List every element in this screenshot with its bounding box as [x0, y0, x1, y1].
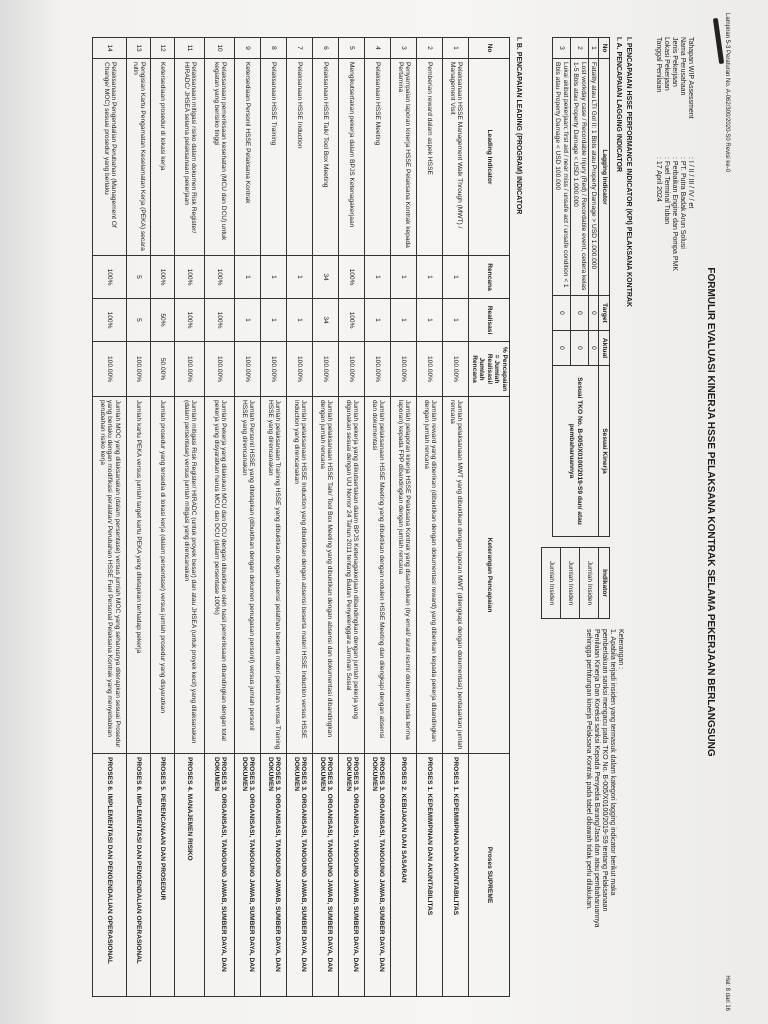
row-rencana: 1 — [443, 256, 469, 299]
section-b-heading: I. B. PENCAPAIAN LEADING (PROGRAM) INDICATOR — [515, 37, 522, 215]
row-no: 6 — [313, 38, 339, 59]
row-rencana: 1 — [417, 256, 443, 299]
row-indicator: Pelaksanaan Pengendalian Perubahan (Management Of Change/ MOC) sesuai prosedur yang berlaku — [93, 59, 127, 256]
row-pencapaian: 50.00% — [151, 342, 175, 397]
row-keterangan: Jumlah reward yang diberikan (dibuktikan dengan dokumentasi reward) yang diberikan kepada pekerja dibandingkan dengan jumlah rencana — [417, 397, 443, 754]
row-actual: 0 — [588, 331, 599, 366]
row-pencapaian: 100.00% — [339, 342, 365, 397]
col-no: No — [599, 38, 610, 59]
row-no: 14 — [93, 38, 127, 59]
meta-label: Lokasi Pekerjaan — [662, 37, 670, 91]
row-no: 3 — [552, 38, 570, 59]
meta-block — [654, 37, 694, 397]
table-row — [313, 38, 339, 997]
row-keterangan: Jumlah Pekerja yang dilakukan MCU dan DCU dengan dibuktikan oleh hasil pemeriksaan dibandingkan dengan total pekerja yang disyaratkan harus MCU dan DCU (dalam persentase 100%) — [205, 397, 235, 754]
row-pencapaian: 100.00% — [205, 342, 235, 397]
col-realisasi: Realisasi — [469, 299, 510, 342]
row-keterangan: Jumlah pelaksanaan Training HSSE yang dibuktikan dengan absensi pelatihan beserta materi pelatihan versus Training HSSE yang direncanakan — [261, 397, 287, 754]
meta-label: Tanggal Penilaian — [654, 37, 662, 93]
note-line: sehingga perhitungan kinerja Pelaksana Kontrak pada tabel dibawah tidak perlu dilakukan. — [584, 629, 592, 910]
row-rencana: 100% — [151, 256, 175, 299]
row-realisasi: 100% — [175, 299, 205, 342]
row-keterangan: Jumlah pelaksanaan HSSE Meeting yang dibuktikan dengan notulen HSSE Meeting dan dilengkapi dengan absensi dan dokumentasi — [365, 397, 391, 754]
meta-label: Jenis Pekerjaan — [670, 37, 678, 87]
note-line: 1. Apabila terjadi insiden yang termasuk dalam kategori lagging indicator berikut maka — [608, 629, 616, 896]
row-no: 2 — [570, 38, 588, 59]
row-no: 2 — [417, 38, 443, 59]
row-proses: PROSES 6. IMPLEMENTASI DAN PENGENDALIAN OPERASIONAL — [93, 754, 127, 997]
row-rencana: 1 — [287, 256, 313, 299]
row-rencana: 100% — [175, 256, 205, 299]
row-realisasi: 34 — [313, 299, 339, 342]
row-indicator: Pelaksanaan pemeriksaan kesehatan (MCU dan DCU) untuk kegiatan yang berisiko tinggi — [205, 59, 235, 256]
row-indicator: Mengikutsertakan pekerja dalam BPJS Ketenagakerjaan — [339, 59, 365, 256]
row-pencapaian: 100.00% — [235, 342, 261, 397]
col-leading-indicator: Leading Indicator — [469, 59, 510, 256]
meta-row — [654, 37, 662, 397]
row-indicator: Pelaksanaan HSSE Training — [261, 59, 287, 256]
indicator-text: Lost workday case / Recordable Injury (Red) / Recordable event, cedera kelas 1-5 Bbls atau Property Damage < USD 1.000.000 — [572, 62, 587, 291]
row-proses: PROSES 1. KEPEMIMPINAN DAN AKUNTABILITAS — [443, 754, 469, 997]
table-row — [365, 38, 391, 997]
lagging-header-row — [599, 38, 610, 537]
row-realisasi: 1 — [365, 299, 391, 342]
row-realisasi: 100% — [93, 299, 127, 342]
row-pencapaian: 100.00% — [391, 342, 417, 397]
row-proses: PROSES 3. ORGANISASI, TANGGUNG JAWAB, SUMBER DAYA, DAN DOKUMEN — [365, 754, 391, 997]
row-proses: PROSES 3. ORGANISASI, TANGGUNG JAWAB, SUMBER DAYA, DAN DOKUMEN — [235, 754, 261, 997]
row-indicator — [588, 59, 599, 296]
section-main-heading: I. PENCAPAIAN HSSE PERFORMANCE INDICATOR (KPI) PELAKSANA KONTRAK — [625, 37, 632, 308]
row-indicator: Ketersediaan Personil HSSE Pelaksana Kontrak — [235, 59, 261, 256]
row-rencana: 1 — [365, 256, 391, 299]
row-actual: 0 — [570, 331, 588, 366]
jumlah-insiden-label: Jumlah Insiden — [561, 548, 580, 619]
indicator-text: Fatality atau LTI Gol II: 1 Bbls atau Property Damage > USD 1.000.000 — [590, 62, 598, 270]
col-target: Target — [599, 296, 610, 331]
row-proses: PROSES 5. PERENCANAAN DAN PROSEDUR — [151, 754, 175, 997]
row-indicator: Pelaksanaan HSSE Management Walk Through (MWT) / Management Visit — [443, 59, 469, 256]
row-keterangan: Jumlah mitigasi Risk Register/ HIRADC (untuk proyek besar) dan atau JHSEA (untuk proyek kecil) yang dilaksanakan (dalam persentase) versus jumlah mitigasi yang direncanakan — [175, 397, 205, 754]
row-realisasi: 100% — [205, 299, 235, 342]
row-proses: PROSES 3. ORGANISASI, TANGGUNG JAWAB, SUMBER DAYA, DAN DOKUMEN — [205, 754, 235, 997]
row-keterangan: Jumlah pelaksanaan MWT yang dibuktikan dengan laporan MWT (dilengkapi dengan dokumentasi) berdasarkan jumlah rencana — [443, 397, 469, 754]
row-no: 4 — [365, 38, 391, 59]
col-no: No — [469, 38, 510, 59]
row-proses: PROSES 3. ORGANISASI, TANGGUNG JAWAB, SUMBER DAYA, DAN DOKUMEN — [287, 754, 313, 997]
table-row — [175, 38, 205, 997]
note-title: Keterangan : — [617, 629, 624, 670]
table-row — [287, 38, 313, 997]
row-indicator: Penyampaian laporan kinerja HSSE Pelaksana Kontrak kepada Pertamina — [391, 59, 417, 256]
note-line: pemberlakuan sanksi mengacu pada TKO No. B-005/X0100/2019-S9 tentang Pelaksanaan — [600, 629, 608, 912]
leading-header-row — [469, 38, 510, 997]
row-no: 13 — [127, 38, 151, 59]
row-no: 1 — [443, 38, 469, 59]
col-sesuai-kinerja: Sesuai Kinerja — [599, 366, 610, 537]
row-keterangan: Jumlah kartu PEKA versus jumlah target kartu PEKA yang ditetapkan terhadap pekerja — [127, 397, 151, 754]
row-pencapaian: 100.00% — [365, 342, 391, 397]
meta-label: Nama Perusahaan — [678, 37, 686, 96]
row-realisasi: 1 — [261, 299, 287, 342]
row-target: 0 — [552, 296, 570, 331]
row-no: 10 — [205, 38, 235, 59]
sesuai-kinerja-cell: Sesuai TKO No. B-005/X0100/2019-S9 dan/ atau pembaharuannya — [552, 366, 599, 537]
row-proses: PROSES 4. MANAJEMEN RISIKO — [175, 754, 205, 997]
row-rencana: 1 — [391, 256, 417, 299]
table-row — [127, 38, 151, 997]
row-actual: 0 — [552, 331, 570, 366]
meta-value: : PT. Putra Badak Arun Solusi — [678, 157, 686, 249]
row-target: 0 — [570, 296, 588, 331]
row-no: 7 — [287, 38, 313, 59]
table-row — [205, 38, 235, 997]
row-keterangan: Jumlah pelaksanaan HSSE Induction yang dibuktikan dengan absensi beserta materi HSSE Induction versus HSSE induction yang direncanakan — [287, 397, 313, 754]
table-row — [261, 38, 287, 997]
row-proses: PROSES 2. KEBIJAKAN DAN SASARAN — [391, 754, 417, 997]
row-rencana: 100% — [205, 256, 235, 299]
indicator-text: Lukai akibat pekerjaan; first aid / near miss / unsafe act / unsafe condition < 1 Bbls atau Property Damage < USD 100.000 — [554, 62, 569, 288]
row-indicator — [570, 59, 588, 296]
row-keterangan: Jumlah Personil HSSE yang ditetapkan (dibuktikan dengan dokumen penugasan personil) versus jumlah personil HSSE yang direncanakan — [235, 397, 261, 754]
row-rencana: 1 — [261, 256, 287, 299]
row-indicator: Pelaksanaan HSSE Talk/ Tool Box Meeting — [313, 59, 339, 256]
jumlah-insiden-label: Jumlah Insiden — [542, 548, 561, 619]
col-rencana: Rencana — [469, 256, 510, 299]
row-indicator: Pemberian reward dalam aspek HSSE — [417, 59, 443, 256]
lagging-note — [584, 629, 624, 1009]
table-row — [235, 38, 261, 997]
meta-value: : Fuel Terminal Tuban — [662, 157, 670, 225]
row-realisasi: 1 — [287, 299, 313, 342]
row-indicator — [552, 59, 570, 296]
jumlah-insiden-label: Jumlah Insiden — [580, 548, 599, 619]
row-indicator: Pengisian Kartu Pengamatan Keselamatan Kerja (PEKA) secara rutin — [127, 59, 151, 256]
row-no: 8 — [261, 38, 287, 59]
table-row — [93, 38, 127, 997]
row-pencapaian: 100.00% — [313, 342, 339, 397]
row-pencapaian: 100.00% — [417, 342, 443, 397]
row-pencapaian: 100.00% — [287, 342, 313, 397]
row-proses: PROSES 6. IMPLEMENTASI DAN PENGENDALIAN OPERASIONAL — [127, 754, 151, 997]
row-realisasi: 1 — [235, 299, 261, 342]
row-realisasi: 1 — [391, 299, 417, 342]
row-pencapaian: 100.00% — [175, 342, 205, 397]
row-rencana: 100% — [339, 256, 365, 299]
page-number: Hal: 8 dari 16 — [724, 975, 730, 1011]
row-realisasi: 50% — [151, 299, 175, 342]
document-reference: Lampiran 5-3 Peraturan No. A-062/300/2020-S0 Revisi ke-0 — [724, 13, 730, 173]
note-line: Penilaian Kinerja Dan Koreksi sanksi Kepada Penyedia Barang/Jasa dan atau pembaharuannya — [592, 629, 600, 928]
meta-row — [678, 37, 686, 397]
row-no: 5 — [339, 38, 365, 59]
meta-row — [662, 37, 670, 397]
row-rencana: 1 — [235, 256, 261, 299]
row-target: 0 — [588, 296, 599, 331]
row-rencana: 34 — [313, 256, 339, 299]
row-rencana: 5 — [127, 256, 151, 299]
row-proses: PROSES 3. ORGANISASI, TANGGUNG JAWAB, SUMBER DAYA, DAN DOKUMEN — [339, 754, 365, 997]
row-indicator: Ketersediaan prosedur di lokasi kerja — [151, 59, 175, 256]
row-keterangan: Jumlah pelaporan kinerja HSSE Pelaksana Kontrak yang disampaikan (by email/ surat resmi/ dokumen tanda terima laporan) kepada FPP dibandingkan dengan jumlah rencana — [391, 397, 417, 754]
table-row — [443, 38, 469, 997]
meta-value: : 17 April 2024 — [654, 157, 662, 202]
row-pencapaian: 100.00% — [93, 342, 127, 397]
row-proses: PROSES 1. KEPEMIMPINAN DAN AKUNTABILITAS — [417, 754, 443, 997]
indikator-header: Indikator — [599, 548, 610, 619]
row-keterangan: Jumlah prosedur yang tersedia di lokasi kerja (dalam persentase) versus jumlah prosedur yang disyaratkan — [151, 397, 175, 754]
row-no: 9 — [235, 38, 261, 59]
row-keterangan: Jumlah pekerja yang diikutsertakan dalam BPJS Ketenagakerjaan dibandingkan dengan jumlah pekerja yang digunakan sesuai dengan UU Nomor 24 Tahun 2011 tentang Badan Penyelenggara Jaminan Sosial — [339, 397, 365, 754]
row-pencapaian: 100.00% — [127, 342, 151, 397]
col-keterangan: Keterangan Pencapaian — [469, 397, 510, 754]
rotated-form-sheet — [34, 7, 734, 1017]
row-keterangan: Jumlah MOC yang dilaksanakan (dalam persentase) versus jumlah MOC yang seharusnya diterapkan sesuai Prosedur yang berlaku dengan modifikasi peralatan/ Perubahan HSSE Fuel Personal Pelaksana Kontrak yang menyebabkan perubahan risiko kerja — [93, 397, 127, 754]
row-no: 1 — [588, 38, 599, 59]
row-rencana: 100% — [93, 256, 127, 299]
table-row — [588, 38, 599, 537]
row-keterangan: Jumlah pelaksanaan HSSE Talk/ Tool Box Meeting yang dibuktikan dengan absensi dan dokumentasi dibandingkan dengan jumlah rencana — [313, 397, 339, 754]
table-row — [391, 38, 417, 997]
row-realisasi: 1 — [443, 299, 469, 342]
indicator-box — [541, 547, 610, 619]
meta-value: : Perbaikan Engine dan Pompa PMK — [670, 157, 678, 272]
form-title: FORMULIR EVALUASI KINERJA HSSE PELAKSANA KONTRAK SELAMA PEKERJAAN BERLANGSUNG — [705, 267, 716, 757]
row-no: 11 — [175, 38, 205, 59]
col-aktual: Aktual — [599, 331, 610, 366]
col-proses-supreme: Proses SUPREME — [469, 754, 510, 997]
table-row — [151, 38, 175, 997]
col-lagging-indicator: Lagging Indicator — [599, 59, 610, 296]
row-realisasi: 100% — [339, 299, 365, 342]
row-no: 3 — [391, 38, 417, 59]
row-indicator: Pelaksanaan HSSE Meeting — [365, 59, 391, 256]
meta-row — [670, 37, 678, 397]
row-indicator: Pelaksanaan HSSE Induction — [287, 59, 313, 256]
row-proses: PROSES 3. ORGANISASI, TANGGUNG JAWAB, SUMBER DAYA, DAN DOKUMEN — [313, 754, 339, 997]
row-proses: PROSES 3. ORGANISASI, TANGGUNG JAWAB, SUMBER DAYA, DAN DOKUMEN — [261, 754, 287, 997]
row-realisasi: 1 — [417, 299, 443, 342]
leading-table — [92, 37, 510, 997]
row-indicator: Pelaksanaan mitigasi risiko dalam dokumen Risk Register/ HIRADC/ JHSEA selama pelaksanaan pekerjaan — [175, 59, 205, 256]
table-row — [339, 38, 365, 997]
col-pencapaian: % Pencapaian = Jumlah Realisasi/ Jumlah Rencana — [469, 342, 510, 397]
meta-row — [686, 37, 694, 397]
row-pencapaian: 100.00% — [443, 342, 469, 397]
meta-label: Tahapan WIP Assessment — [687, 37, 694, 119]
section-a-heading: I. A. PENCAPAIAN LAGGING INDICATOR — [615, 37, 622, 173]
meta-value: : I / II / III / IV / et — [687, 157, 694, 209]
table-row — [417, 38, 443, 997]
lagging-table — [552, 37, 610, 537]
row-realisasi: 5 — [127, 299, 151, 342]
row-pencapaian: 100.00% — [261, 342, 287, 397]
row-no: 12 — [151, 38, 175, 59]
